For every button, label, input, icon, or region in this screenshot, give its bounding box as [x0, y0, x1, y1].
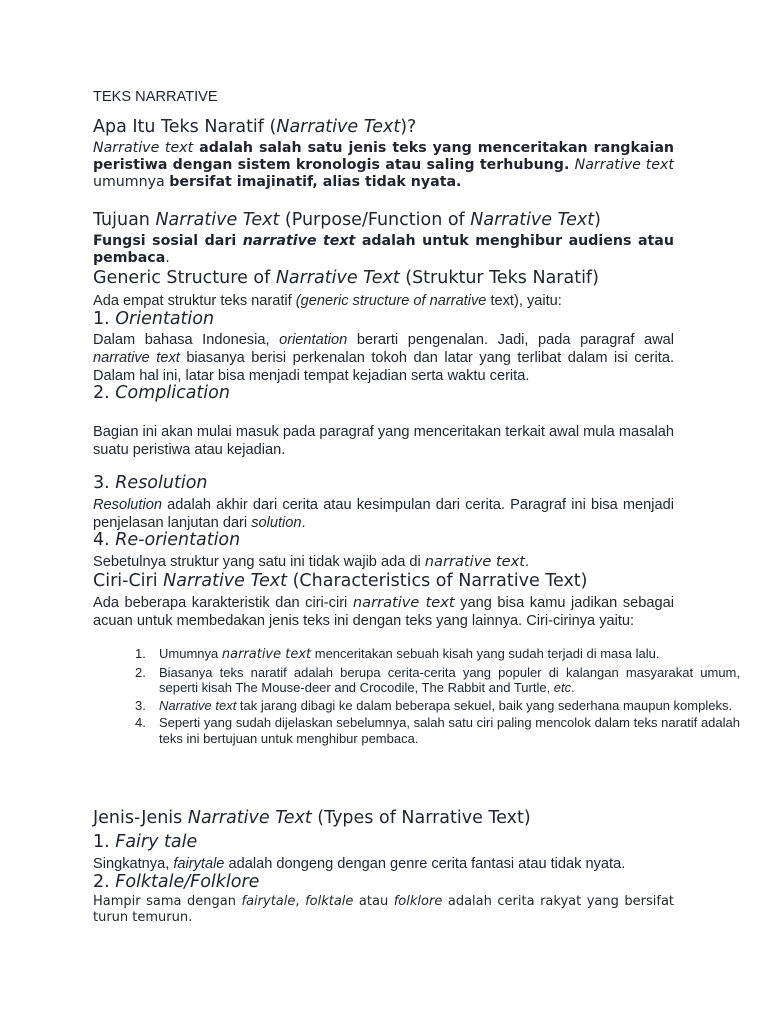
- bold-text: Fungsi sosial dari: [93, 233, 243, 249]
- term-italic: Narrative text: [93, 140, 194, 156]
- heading-text: Apa Itu Teks Naratif (: [93, 117, 277, 137]
- heading-italic: Narrative Text: [275, 268, 400, 288]
- list-number: 1.: [135, 646, 146, 661]
- paragraph-folktale: [93, 894, 674, 926]
- term-italic: fairytale: [173, 856, 225, 872]
- paragraph-resolution: [93, 496, 674, 532]
- list-item: [135, 715, 740, 746]
- paragraph-generic-structure: [93, 292, 674, 310]
- term-italic: Resolution: [93, 497, 162, 513]
- section-number: 1.: [93, 832, 116, 852]
- section-number: 3.: [93, 473, 116, 493]
- list-number: 4.: [135, 715, 146, 730]
- plain-text: Ada beberapa karakteristik dan ciri-ciri: [93, 595, 353, 611]
- heading-resolution: [93, 473, 674, 494]
- term-italic: orientation: [279, 332, 348, 348]
- term-italic: solution: [251, 515, 302, 531]
- heading-orientation: [93, 309, 674, 330]
- heading-italic: Narrative Text: [187, 808, 312, 828]
- heading-ciri-ciri: [93, 571, 674, 592]
- paragraph-orientation: [93, 331, 674, 385]
- document-title: TEKS NARRATIVE: [93, 89, 218, 105]
- section-number: 4.: [93, 530, 116, 550]
- plain-text: berarti pengenalan. Jadi, pada paragraf awal: [347, 332, 675, 348]
- bold-text: bersifat imajinatif, alias tidak nyata.: [169, 174, 462, 190]
- section-number: 2.: [93, 872, 116, 892]
- section-number: 1.: [93, 309, 116, 329]
- heading-text: (Characteristics of Narrative Text): [287, 571, 588, 591]
- plain-text: Dalam bahasa Indonesia,: [93, 332, 280, 348]
- section-label: Re-orientation: [115, 530, 241, 550]
- plain-text: Biasanya teks naratif adalah berupa cerita-cerita yang populer di kalangan masyarakat umum, seperti kisah The Mouse-deer and Crocodile, The Rabbit and Turtle,: [159, 664, 740, 695]
- heading-text: )?: [400, 117, 417, 137]
- paragraph-re-orientation: [93, 553, 674, 571]
- section-number: 2.: [93, 383, 116, 403]
- heading-text: Tujuan: [93, 210, 156, 230]
- heading-complication: [93, 383, 674, 404]
- section-label: Complication: [115, 383, 230, 403]
- heading-text: ): [594, 210, 601, 230]
- heading-apa-itu: [93, 117, 674, 138]
- plain-text: adalah dongeng dengan genre cerita fantasi atau tidak nyata.: [224, 856, 626, 872]
- list-item: [135, 664, 740, 696]
- plain-text: Seperti yang sudah dijelaskan sebelumnya, salah satu ciri paling mencolok dalam teks naratif adalah teks ini bertujuan untuk menghibur pembaca.: [159, 715, 740, 746]
- term-italic: narrative text: [352, 594, 455, 611]
- plain-text: ,: [295, 894, 306, 909]
- list-item: [135, 697, 740, 714]
- plain-text: Singkatnya,: [93, 856, 174, 872]
- heading-italic: Narrative Text: [155, 210, 280, 230]
- plain-text: .: [301, 515, 306, 531]
- term-italic: narrative text: [242, 233, 356, 249]
- paragraph-complication: Bagian ini akan mulai masuk pada paragraf yang menceritakan terkait awal mula masalah suatu peristiwa atau kejadian.: [93, 424, 674, 458]
- term-italic: narrative text: [424, 553, 526, 570]
- list-number: 3.: [135, 697, 146, 713]
- plain-text: tak jarang dibagi ke dalam beberapa sekuel, baik yang sederhana maupun kompleks.: [236, 697, 733, 713]
- plain-text: atau: [353, 894, 394, 909]
- plain-text: .: [571, 680, 575, 695]
- heading-text: Jenis-Jenis: [93, 808, 188, 828]
- term-italic: folktale: [305, 894, 354, 909]
- section-label: Resolution: [115, 473, 208, 493]
- plain-text: umumnya: [93, 174, 170, 190]
- paragraph-tujuan: [93, 233, 674, 267]
- plain-text: Umumnya: [159, 646, 222, 661]
- heading-fairy-tale: [93, 832, 674, 853]
- heading-text: (Purpose/Function of: [279, 210, 471, 230]
- heading-generic-structure: [93, 268, 674, 289]
- plain-text: Hampir sama dengan: [93, 894, 242, 909]
- term-italic: fairytale: [241, 894, 296, 909]
- heading-text: Ciri-Ciri: [93, 571, 164, 591]
- heading-italic: Narrative Text: [163, 571, 288, 591]
- term-italic: Narrative text: [574, 157, 674, 173]
- plain-text: .: [525, 554, 530, 570]
- plain-text: yang bisa kamu jadikan sebagai acuan untuk membedakan jenis teks ini dengan teks yang lainnya. Ciri-cirinya yaitu:: [93, 595, 674, 629]
- term-italic: narrative text: [221, 647, 312, 662]
- plain-text: .: [165, 250, 170, 266]
- paragraph-apa-itu: [93, 140, 674, 191]
- term-italic: Narrative text: [159, 697, 237, 713]
- term-italic: narrative text: [93, 350, 180, 366]
- list-item: [135, 646, 740, 663]
- characteristics-list: [93, 646, 740, 746]
- section-label: Fairy tale: [115, 832, 198, 852]
- plain-text: biasanya berisi perkenalan tokoh dan latar yang terlibat dalam isi cerita. Dalam hal ini, latar bisa menjadi tempat kejadian serta waktu cerita.: [93, 350, 675, 384]
- heading-tujuan: [93, 210, 674, 231]
- term-italic: (generic structure of narrative: [295, 293, 487, 309]
- heading-text: Generic Structure of: [93, 268, 276, 288]
- plain-text: Sebetulnya struktur yang satu ini tidak wajib ada di: [93, 554, 425, 570]
- plain-text: adalah akhir dari cerita atau kesimpulan dari cerita. Paragraf ini bisa menjadi penjelasan lanjutan dari: [93, 497, 674, 531]
- bold-text: adalah untuk menghibur audiens atau pembaca: [93, 233, 674, 266]
- section-label: Folktale/Folklore: [115, 872, 260, 892]
- bold-text: adalah salah satu jenis teks yang menceritakan rangkaian peristiwa dengan sistem kronologis atau saling terhubung.: [93, 140, 674, 173]
- paragraph-ciri-ciri: [93, 594, 674, 630]
- heading-folktale: [93, 872, 674, 893]
- heading-re-orientation: [93, 530, 674, 551]
- term-italic: etc: [553, 680, 572, 695]
- heading-italic: Narrative Text: [470, 210, 595, 230]
- section-label: Orientation: [115, 309, 215, 329]
- list-number: 2.: [135, 664, 146, 680]
- heading-italic: Narrative Text: [276, 117, 401, 137]
- plain-text: text), yaitu:: [486, 293, 562, 309]
- paragraph-fairy-tale: [93, 855, 674, 873]
- plain-text: Ada empat struktur teks naratif: [93, 293, 296, 309]
- plain-text: menceritakan sebuah kisah yang sudah terjadi di masa lalu.: [311, 646, 660, 661]
- heading-text: (Types of Narrative Text): [311, 808, 531, 828]
- term-italic: folklore: [393, 894, 443, 909]
- heading-text: (Struktur Teks Naratif): [399, 268, 599, 288]
- plain-text: adalah cerita rakyat yang bersifat turun temurun.: [93, 894, 675, 925]
- heading-jenis-jenis: [93, 808, 674, 829]
